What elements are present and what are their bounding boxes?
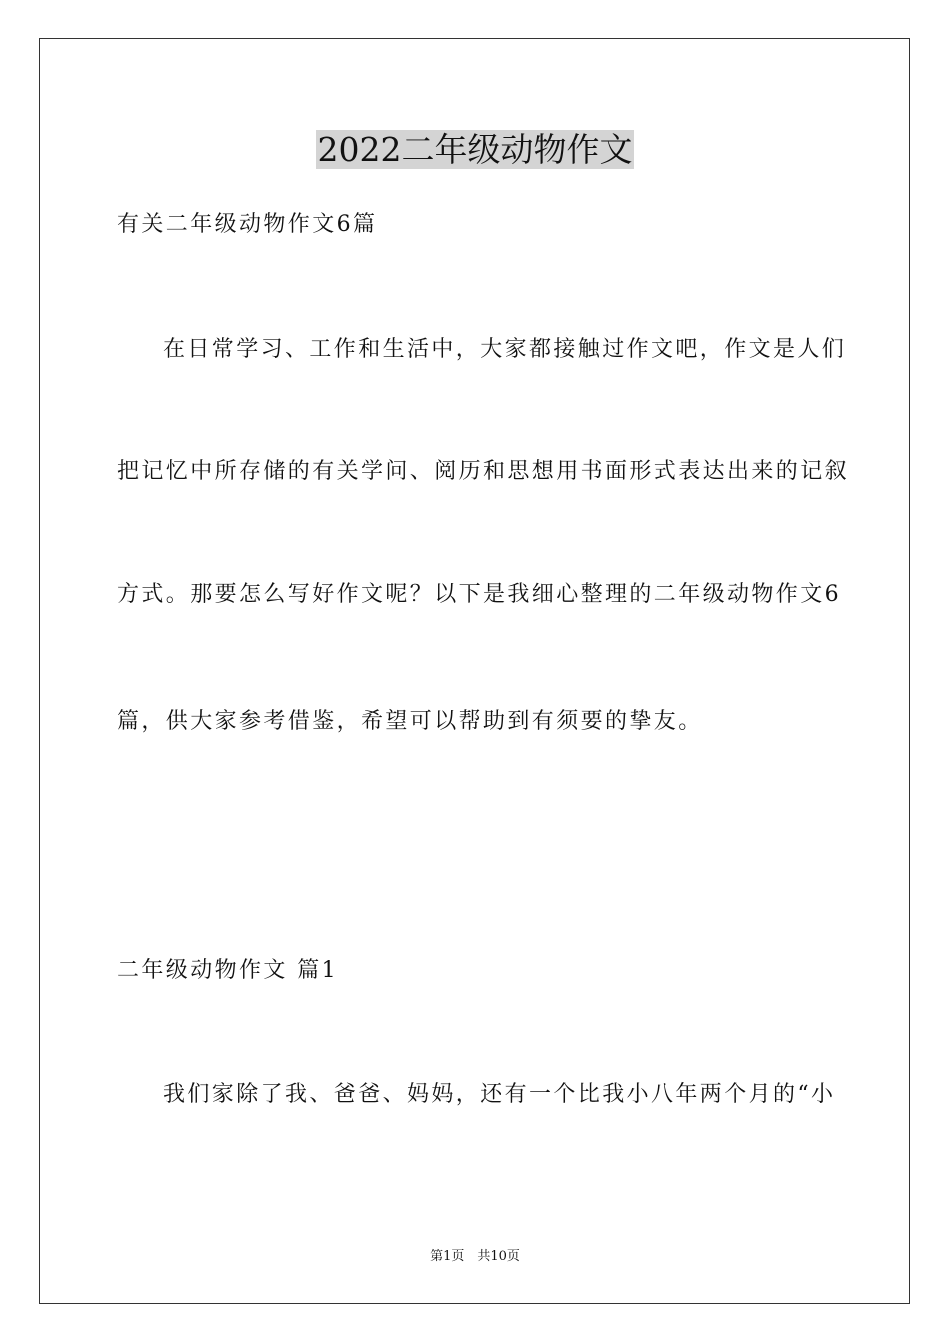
page-number-footer: 第1页 共10页 xyxy=(430,1249,520,1264)
intro-line: 方式。那要怎么写好作文呢？以下是我细心整理的二年级动物作文6 xyxy=(117,582,841,607)
section-heading: 二年级动物作文 篇1 xyxy=(117,958,338,983)
intro-line: 在日常学习、工作和生活中，大家都接触过作文吧，作文是人们 xyxy=(163,337,847,362)
intro-line: 篇，供大家参考借鉴，希望可以帮助到有须要的挚友。 xyxy=(117,709,703,734)
document-subtitle: 有关二年级动物作文6篇 xyxy=(117,212,378,237)
section-line: 我们家除了我、爸爸、妈妈，还有一个比我小八年两个月的“小 xyxy=(163,1082,836,1107)
document-title: 2022二年级动物作文 xyxy=(317,130,633,169)
intro-line: 把记忆中所存储的有关学问、阅历和思想用书面形式表达出来的记叙 xyxy=(117,459,850,484)
